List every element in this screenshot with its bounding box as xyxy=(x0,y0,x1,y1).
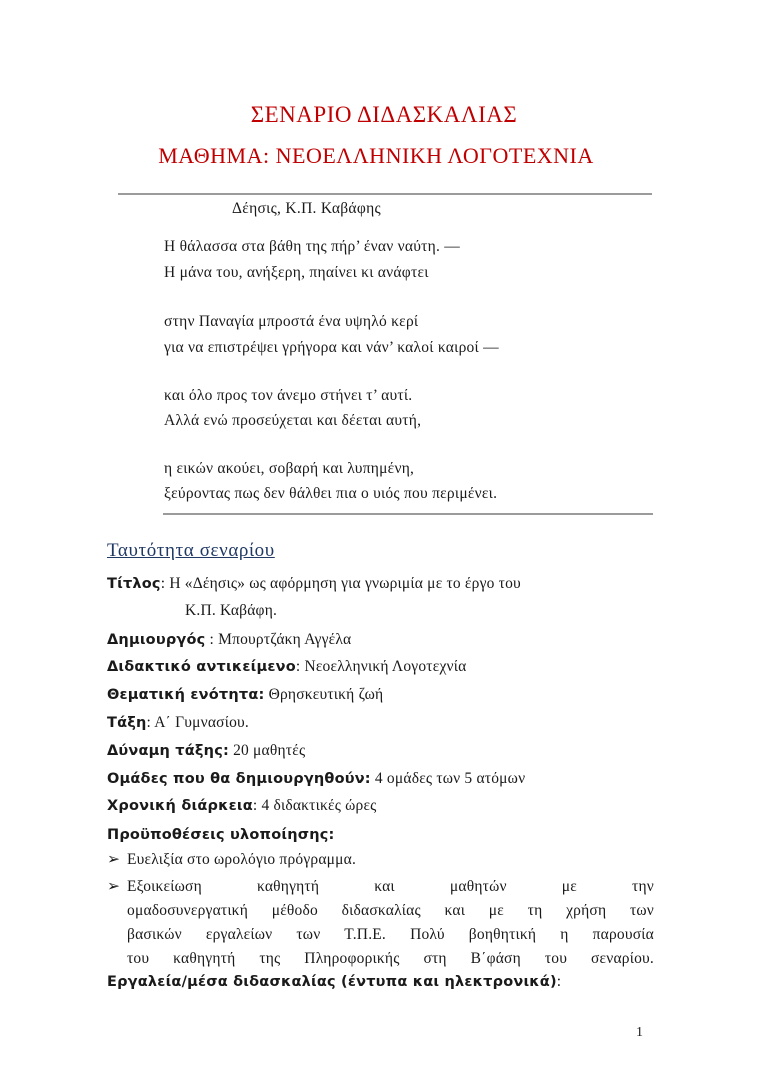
field-tools xyxy=(107,973,561,991)
poem-line: η εικών ακούει, σοβαρή και λυπημένη, xyxy=(164,460,415,477)
field-unit xyxy=(107,686,383,704)
bullet-item-line: του καθηγητή της Πληροφορικής στη Β΄φάση του σεναρίου. xyxy=(127,950,654,967)
field-class xyxy=(107,714,249,732)
field-label: Θεματική ενότητα: xyxy=(107,687,265,703)
document-subtitle: ΜΑΘΗΜΑ: ΝΕΟΕΛΛΗΝΙΚΗ ΛΟΓΟΤΕΧΝΙΑ xyxy=(158,143,594,168)
poem-line: Η θάλασσα στα βάθη της πήρ’ έναν ναύτη. — xyxy=(164,238,461,255)
bullet-arrow-icon: ➢ xyxy=(107,878,120,895)
field-creator xyxy=(107,631,351,649)
divider-bottom xyxy=(163,513,653,515)
poem-line: για να επιστρέψει γρήγορα και νάν’ καλοί καιροί — xyxy=(164,339,499,356)
field-subject xyxy=(107,658,466,676)
field-label: Δύναμη τάξης: xyxy=(107,743,229,759)
page-number: 1 xyxy=(636,1025,643,1040)
field-prerequisites xyxy=(107,826,335,844)
field-value: : Μπουρτζάκη Αγγέλα xyxy=(205,631,352,648)
field-label: Χρονική διάρκεια xyxy=(107,798,253,814)
poem-line: ξεύροντας πως δεν θάλθει πια ο υιός που περιμένει. xyxy=(164,485,498,502)
bullet-item-line: ομαδοσυνεργατική μέθοδο διδασκαλίας και με τη χρήση των xyxy=(127,902,654,919)
section-heading: Ταυτότητα σεναρίου xyxy=(107,540,275,561)
poem-line: και όλο προς τον άνεμο στήνει τ’ αυτί. xyxy=(164,387,413,404)
field-value: : xyxy=(556,973,562,990)
poem-heading: Δέησις, Κ.Π. Καβάφης xyxy=(232,200,381,217)
bullet-item-line: Εξοικείωση καθηγητή και μαθητών με την xyxy=(127,878,654,895)
field-duration xyxy=(107,797,377,815)
field-label: Ομάδες που θα δημιουργηθούν: xyxy=(107,771,371,787)
field-label: Τίτλος xyxy=(107,576,161,592)
poem-line: στην Παναγία μπροστά ένα υψηλό κερί xyxy=(164,313,419,330)
document-title: ΣΕΝΑΡΙΟ ΔΙΔΑΣΚΑΛΙΑΣ xyxy=(250,102,518,127)
poem-line: Η μάνα του, ανήξερη, πηαίνει κι ανάφτει xyxy=(164,264,429,281)
field-value: : Η «Δέησις» ως αφόρμηση για γνωριμία με το έργο του xyxy=(160,575,521,592)
field-title xyxy=(107,575,521,593)
bullet-arrow-icon: ➢ xyxy=(107,851,120,868)
poem-line: Αλλά ενώ προσεύχεται και δέεται αυτή, xyxy=(164,412,422,429)
field-label: Δημιουργός xyxy=(107,632,206,648)
field-groups xyxy=(107,770,525,788)
bullet-item-line: βασικών εργαλείων των Τ.Π.Ε. Πολύ βοηθητική η παρουσία xyxy=(127,926,654,943)
field-value: Θρησκευτική ζωή xyxy=(264,686,384,703)
field-value: : Α΄ Γυμνασίου. xyxy=(146,714,250,731)
divider-top xyxy=(118,193,652,195)
field-label: Εργαλεία/μέσα διδασκαλίας (έντυπα και ηλεκτρονικά) xyxy=(107,974,557,990)
bullet-item: Ευελιξία στο ωρολόγιο πρόγραμμα. xyxy=(127,851,357,868)
field-label: Διδακτικό αντικείμενο xyxy=(107,659,296,675)
field-label: Τάξη xyxy=(107,715,147,731)
field-label: Προϋποθέσεις υλοποίησης: xyxy=(107,827,335,843)
field-value: : 4 διδακτικές ώρες xyxy=(252,797,377,814)
field-value: 4 ομάδες των 5 ατόμων xyxy=(370,770,526,787)
field-title-continued: Κ.Π. Καβάφη. xyxy=(185,602,278,619)
field-class-size xyxy=(107,742,305,760)
field-value: : Νεοελληνική Λογοτεχνία xyxy=(295,658,467,675)
field-value: 20 μαθητές xyxy=(229,742,306,759)
